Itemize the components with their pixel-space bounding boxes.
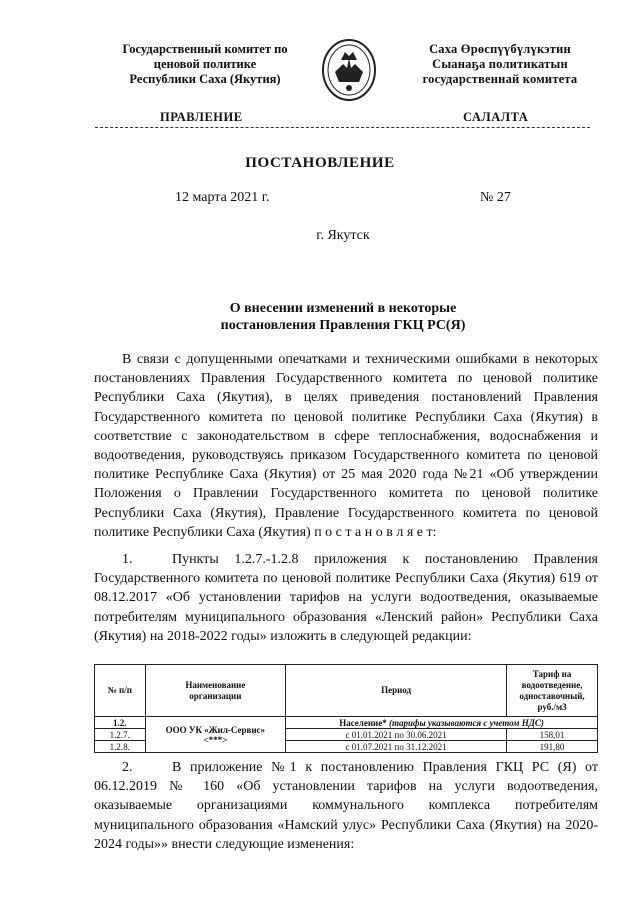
document-city: г. Якутск — [316, 228, 370, 243]
header-left-line3: Республики Саха (Якутия) — [129, 72, 281, 86]
population-note: (тарифы указываются с учетом НДС) — [388, 717, 544, 728]
header-right-line1: Саха Өрөспүүбүлүкэтин — [429, 42, 571, 56]
col-header-num: № п/п — [95, 665, 146, 717]
header-left-org — [95, 42, 315, 87]
preamble-paragraph: В связи с допущенными опечатками и техническими ошибками в некоторых постановлениях Правления Государственного комитета по ценовой политике Республики Саха (Якутия), в целях приведения постановлений Правления Государственного комитета по ценовой политике Республики Саха (Якутия) в соответствие с законодательством в сфере теплоснабжения, водоснабжения и водоотведения, руководствуясь приказом Государственного комитета по ценовой политике Республике Саха (Якутия) от 25 мая 2020 года №21 «Об утверждении Положения о Правлении Государственного комитета по ценовой политике Республики Саха (Якутия), Правление Государственного комитета по ценовой политике Республики Саха (Якутия) п о с т а н о в л я е т: — [94, 352, 598, 540]
col-header-tariff: Тариф на водоотведение, одноставочный, руб./м3 — [507, 665, 598, 717]
col-header-org: Наименование организации — [145, 665, 285, 717]
item-1-paragraph — [94, 550, 598, 646]
document-subject — [0, 300, 640, 334]
item-1-text: Пункты 1.2.7.-1.2.8 приложения к постановлению Правления Государственного комитета по ценовой политике Республики Саха (Якутия) 619 от 08.12.2017 «Об установлении тарифов на услуги водоотведения, оказываемые потребителям муниципального образования «Ленский район» Республики Саха (Якутия) на 2018-2022 годы» изложить в следующей редакции: — [94, 552, 598, 644]
org-cell: ООО УК «Жил-Сервис» <***> — [145, 717, 285, 753]
header-right-line2: Сыанаҕа политикатын — [432, 57, 568, 71]
dept-label-left: ПРАВЛЕНИЕ — [160, 110, 243, 124]
document-date: 12 марта 2021 г. — [175, 190, 270, 205]
document-number: № 27 — [480, 190, 511, 205]
population-label: Население* — [339, 717, 387, 728]
header-left-line1: Государственный комитет по — [122, 42, 288, 56]
item-2-paragraph — [94, 758, 598, 854]
col-header-period: Период — [286, 665, 507, 717]
document-title: ПОСТАНОВЛЕНИЕ — [245, 155, 395, 171]
subject-line1: О внесении изменений в некоторые — [229, 301, 457, 316]
header-divider — [95, 127, 590, 128]
header-right-org — [395, 42, 605, 87]
group-num-cell: 1.2. — [95, 717, 146, 729]
row-value-cell: 158,01 — [507, 729, 598, 741]
item-2-number: 2. — [122, 760, 133, 775]
row-num-cell: 1.2.7. — [95, 729, 146, 741]
header-left-line2: ценовой политике — [153, 57, 257, 71]
header-right-line3: государственнай комитета — [422, 72, 578, 86]
subject-line2: постановления Правления ГКЦ РС(Я) — [220, 318, 466, 333]
dept-label-right: САЛАЛТА — [463, 110, 529, 124]
row-period-cell: с 01.07.2021 по 31.12.2021 — [286, 741, 507, 753]
row-value-cell: 191,80 — [507, 741, 598, 753]
population-cell — [286, 717, 598, 729]
table-header-row — [95, 665, 598, 717]
coat-of-arms-icon — [321, 38, 377, 102]
item-1-number: 1. — [122, 552, 133, 567]
row-num-cell: 1.2.8. — [95, 741, 146, 753]
row-period-cell: с 01.01.2021 по 30.06.2021 — [286, 729, 507, 741]
tariff-table — [94, 664, 598, 753]
item-2-text: В приложение №1 к постановлению Правления ГКЦ РС (Я) от 06.12.2019 № 160 «Об установлении тарифов на услуги водоотведения, оказываемые организациями коммунального комплекса потребителям муниципального образования «Намский улус» Республики Саха (Якутия) на 2020-2024 годы»» внести следующие изменения: — [94, 760, 598, 852]
table-group-row — [95, 717, 598, 729]
